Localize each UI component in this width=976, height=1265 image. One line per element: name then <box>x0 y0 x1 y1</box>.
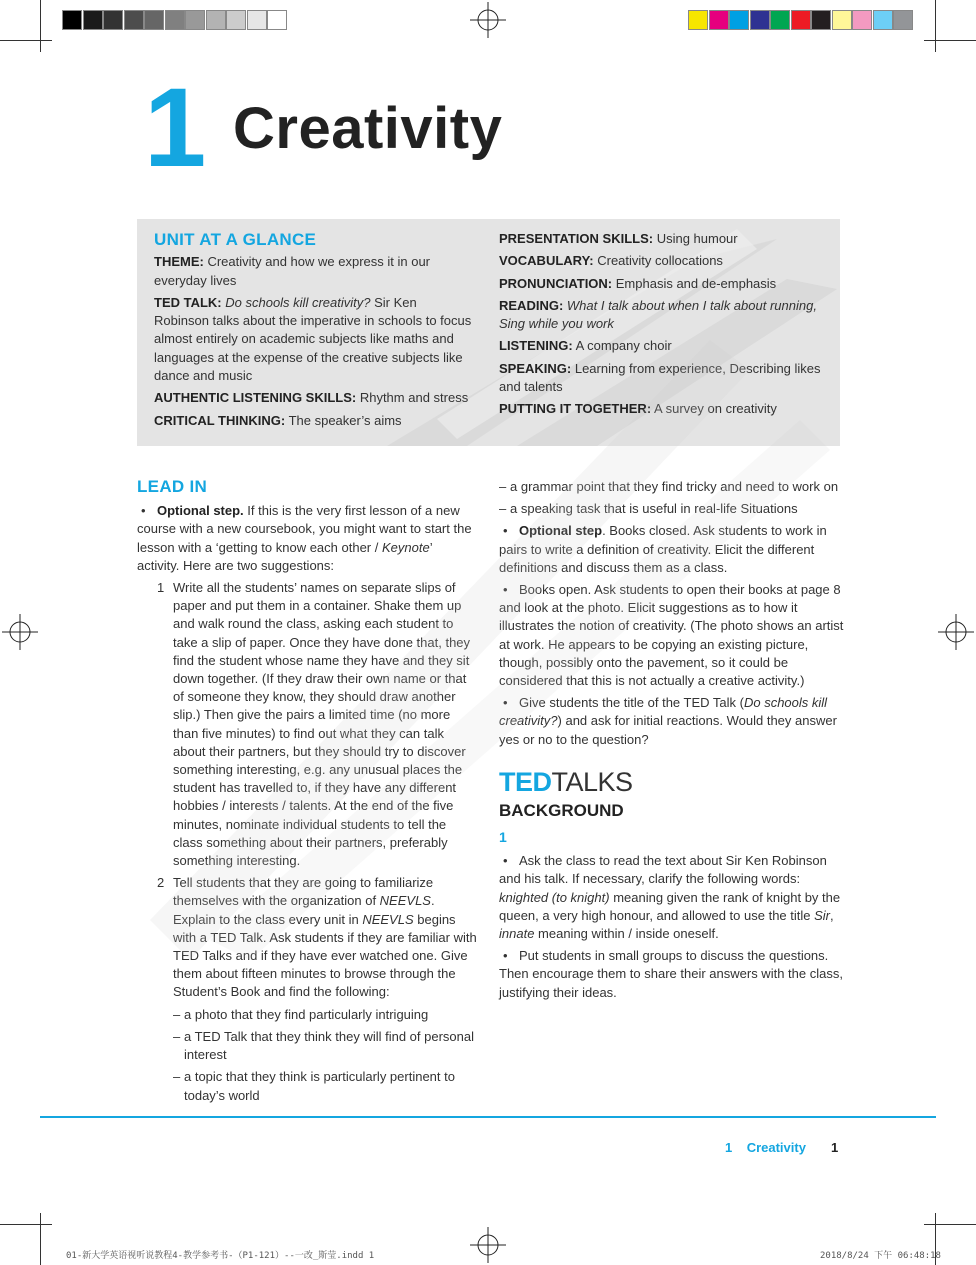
color-swatch <box>144 10 164 30</box>
background-paragraph: • Ask the class to read the text about Sir Ken Robinson and his talk. If necessary, clarify the following words: knighted (to knight) meaning given the rank of knight by the queen, a very high honour, and allowed to use the title Sir, innate meaning within / inside oneself. <box>499 853 841 942</box>
glance-left-column <box>154 231 472 434</box>
suggestion-1: 1 Write all the students’ names on separate slips of paper and put them in a container. Shake them up and walk round the class, asking each student to take a slip of paper. Once they have done that, they find the student whose name they have and they sit down together. (If they draw their own name or that of someone they know, they should draw another slip.) Then give the pairs a limited time (no more than five minutes) to find out what they can talk about their partners, but they should try to discover something interesting, e.g. any unusual places the student has travelled to, if they have any different hobbies / interests / talents. At the end of the five minutes, nominate individual students to tell the class something about their partners, preferably something interesting. <box>157 580 471 869</box>
registration-mark-icon <box>2 614 38 650</box>
color-swatch <box>770 10 790 30</box>
color-swatch <box>709 10 729 30</box>
ted-talk-title-paragraph: • Give students the title of the TED Talk (Do schools kill creativity?) and ask for initial reactions. Would they answer yes or no to the question? <box>499 695 837 747</box>
list-item: – a topic that they think is particularly pertinent to today’s world <box>173 1069 455 1103</box>
print-slug: 01-新大学英语视听说教程4-教学参考书-（P1-121）--一改_斯莹.indd 1 <box>66 1251 375 1261</box>
footer-unit-label: 1 Creativity <box>725 1140 806 1155</box>
crop-mark <box>924 40 976 41</box>
glance-item: PRESENTATION SKILLS: Using humour <box>499 231 738 246</box>
crop-mark <box>924 1224 976 1225</box>
color-swatch <box>791 10 811 30</box>
group-discussion-paragraph: • Put students in small groups to discuss the questions. Then encourage them to share their answers with the class, justifying their ideas. <box>499 948 843 1000</box>
crop-mark <box>935 0 936 52</box>
unit-title: Creativity <box>233 96 503 161</box>
color-swatch <box>873 10 893 30</box>
color-swatch <box>893 10 913 30</box>
books-open-paragraph: • Books open. Ask students to open their books at page 8 and look at the photo. Elicit suggestions as to how it illustrates the notion of creativity. (The photo shows an artist at work. He appears to be copying an existing picture, though, possibly onto the pavement, so it could be considered that this is not actually a creative activity.) <box>499 582 844 689</box>
glance-item: PRONUNCIATION: Emphasis and de-emphasis <box>499 275 777 291</box>
print-timestamp: 2018/8/24 下午 06:48:18 <box>820 1251 941 1261</box>
glance-heading: UNIT AT A GLANCE <box>154 230 317 249</box>
suggestion-2: 2 Tell students that they are going to familiarize themselves with the organization of NEEVLS. Explain to the class every unit in NEEVLS begins with a TED Talk. Ask students if they are familiar with TED Talks and if they have ever watched one. Give them about fifteen minutes to browse through the Student’s Book and find the following: <box>157 875 477 1000</box>
glance-item: READING: What I talk about when I talk about running, Sing while you work <box>499 297 817 332</box>
list-item: – a TED Talk that they think they will find of personal interest <box>173 1028 475 1063</box>
color-swatch <box>124 10 144 30</box>
crop-mark <box>40 0 41 52</box>
color-swatch-strip <box>688 10 914 30</box>
bullet: • <box>141 503 146 519</box>
page-number: 1 <box>831 1140 839 1155</box>
registration-mark-icon <box>470 2 506 38</box>
glance-item: THEME: Creativity and how we express it in our everyday lives <box>154 254 430 288</box>
color-swatch <box>832 10 852 30</box>
unit-at-a-glance-box <box>137 219 840 446</box>
crop-mark <box>0 1224 52 1225</box>
glance-item: AUTHENTIC LISTENING SKILLS: Rhythm and stress <box>154 390 469 406</box>
color-swatch <box>852 10 872 30</box>
color-swatch <box>226 10 246 30</box>
background-heading: BACKGROUND <box>499 800 624 820</box>
footer-rule <box>40 1116 936 1118</box>
color-swatch <box>729 10 749 30</box>
color-swatch <box>83 10 103 30</box>
crop-mark <box>40 1213 41 1265</box>
registration-mark-icon <box>938 614 974 650</box>
gray-swatch-strip <box>62 10 288 30</box>
color-swatch <box>688 10 708 30</box>
glance-item: SPEAKING: Learning from experience, Describing likes and talents <box>499 360 821 395</box>
lead-in-heading: LEAD IN <box>137 477 208 496</box>
lead-in-intro: • Optional step. If this is the very first lesson of a new course with a new coursebook, you might want to start the lesson with a ‘getting to know each other / Keynote’ activity. Here are two suggestions: <box>137 503 472 573</box>
right-column <box>499 478 844 1006</box>
unit-number: 1 <box>144 65 207 190</box>
crop-mark <box>0 40 52 41</box>
color-swatch <box>62 10 82 30</box>
optional-step-paragraph: • Optional step. Books closed. Ask students to work in pairs to write a definition of creativity. Elicit the different definitions and discuss them as a class. <box>499 523 827 575</box>
color-swatch <box>103 10 123 30</box>
color-swatch <box>165 10 185 30</box>
glance-item: VOCABULARY: Creativity collocations <box>499 253 723 269</box>
exercise-number: 1 <box>499 829 507 846</box>
color-swatch <box>206 10 226 30</box>
glance-item: CRITICAL THINKING: The speaker’s aims <box>154 412 402 428</box>
list-item: – a speaking task that is useful in real-life Situations <box>499 501 798 517</box>
glance-item: LISTENING: A company choir <box>499 338 672 354</box>
glance-right-column <box>499 230 829 423</box>
color-swatch <box>811 10 831 30</box>
ted-talks-logo: TEDTALKS <box>499 766 633 797</box>
glance-item: PUTTING IT TOGETHER: A survey on creativity <box>499 401 777 417</box>
color-swatch <box>750 10 770 30</box>
color-swatch <box>185 10 205 30</box>
color-swatch <box>267 10 287 30</box>
registration-mark-icon <box>470 1227 506 1263</box>
color-swatch <box>247 10 267 30</box>
lead-in-column <box>137 478 477 1109</box>
glance-item: TED TALK: Do schools kill creativity? Sir Ken Robinson talks about the imperative in schools to focus almost entirely on academic subjects like maths and languages at the expense of the creative subjects like dance and music <box>154 294 472 384</box>
list-item: – a photo that they find particularly intriguing <box>173 1006 429 1022</box>
list-item: – a grammar point that they find tricky and need to work on <box>499 479 839 494</box>
